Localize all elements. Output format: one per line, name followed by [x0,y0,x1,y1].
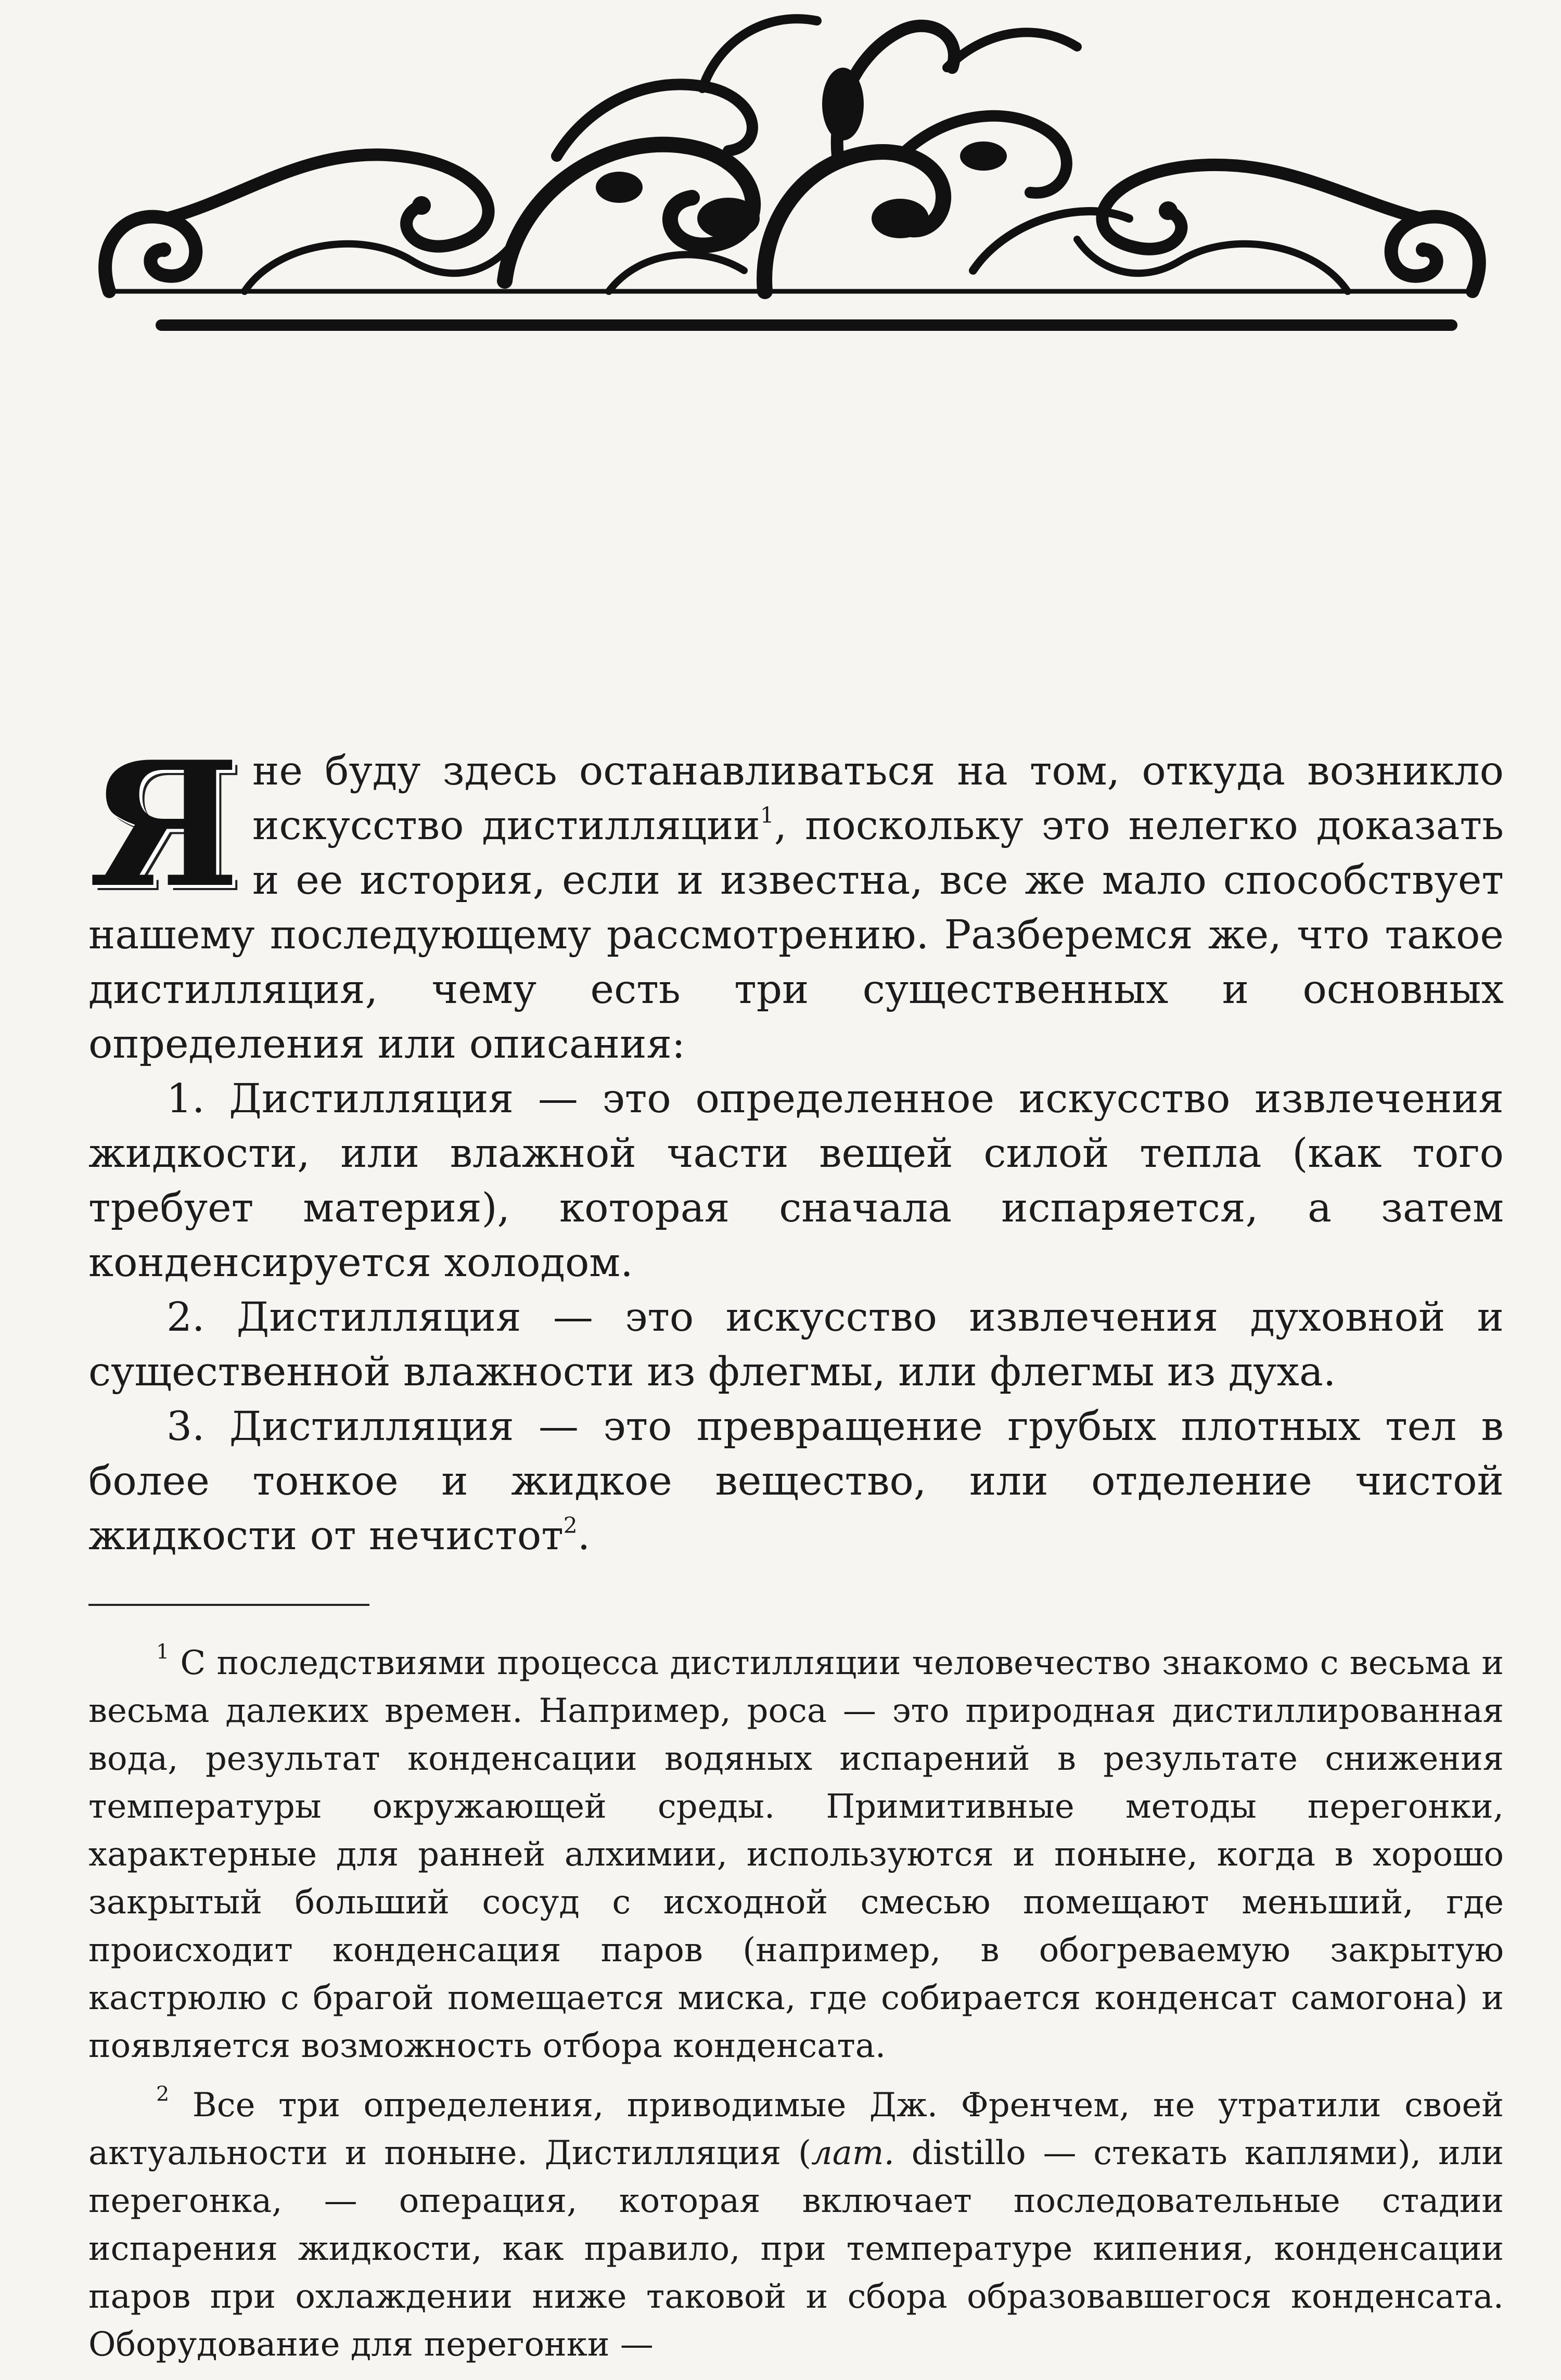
paragraph-text: . [577,1513,591,1559]
drop-cap: Я [88,724,240,925]
definition-1 [88,1072,1504,1290]
footnote-text: Все три определения, приводимые Дж. Френчем, не утратили своей актуальности и поныне. Дистилляция ( [88,2086,1504,2172]
footnote-text: distillo — стекать каплями), или перегонка, — операция, которая включает последовательные стадии испарения жидкости, как правило, при температуре кипения, конденсации паров при охлаждении ниже таковой и сбора образовавшегося конденсата. Оборудование для перегонки — [88,2134,1504,2364]
paragraph-text: не буду здесь останавливаться на том, откуда возникло искусство дистилляции [252,748,1504,849]
main-text [88,724,1504,1563]
footnote-text: С последствиями процесса дистилляции человечество знакомо с весьма и весьма далеких времен. Например, роса — это природная дистиллированная вода, результат конденсации водяных испарений в результате снижения температуры окружающей среды. Примитивные методы перегонки, характерные для ранней алхимии, используются и поныне, когда в хорошо закрытый больший сосуд с исходной смесью помещают меньший, где происходит конденсация паров (например, в обогреваемую закрытую кастрюлю с брагой помещается миска, где собирается конденсат самогона) и появляется возможность отбора конденсата. [88,1644,1504,2065]
footnote-1 [88,1639,1504,2070]
paragraph-text: 1. Дистилляция — это определенное искусство извлечения жидкости, или влажной части вещей силой тепла (как того требует материя), которая сначала испаряется, а затем конденсируется холодом. [88,1076,1504,1286]
footnotes [88,1639,1504,2369]
footnote-divider [88,1604,369,1606]
footnote-mark: 1 [156,1640,170,1664]
footnote-italic: лат. [811,2134,894,2172]
paragraph-intro [88,724,1504,1072]
decorative-ornament [88,0,1514,364]
footnote-ref[interactable]: 2 [563,1512,578,1538]
footnote-mark: 2 [156,2082,170,2106]
footnote-ref[interactable]: 1 [760,802,774,828]
paragraph-text: , поскольку это нелегко доказать и ее история, если и известна, все же мало способствует нашему последующему рассмотрению. Разберемся же, что такое дистилляция, чему есть три существенных и основных определения или описания: [88,803,1504,1067]
definition-3 [88,1399,1504,1563]
paragraph-text: 2. Дистилляция — это искусство извлечения духовной и существенной влажности из флегмы, или флегмы из духа. [88,1294,1504,1395]
definition-2 [88,1290,1504,1399]
page-content [88,724,1504,2380]
paragraph-text: 3. Дистилляция — это превращение грубых плотных тел в более тонкое и жидкое вещество, или отделение чистой жидкости от нечистот [88,1404,1504,1559]
footnote-2 [88,2081,1504,2369]
